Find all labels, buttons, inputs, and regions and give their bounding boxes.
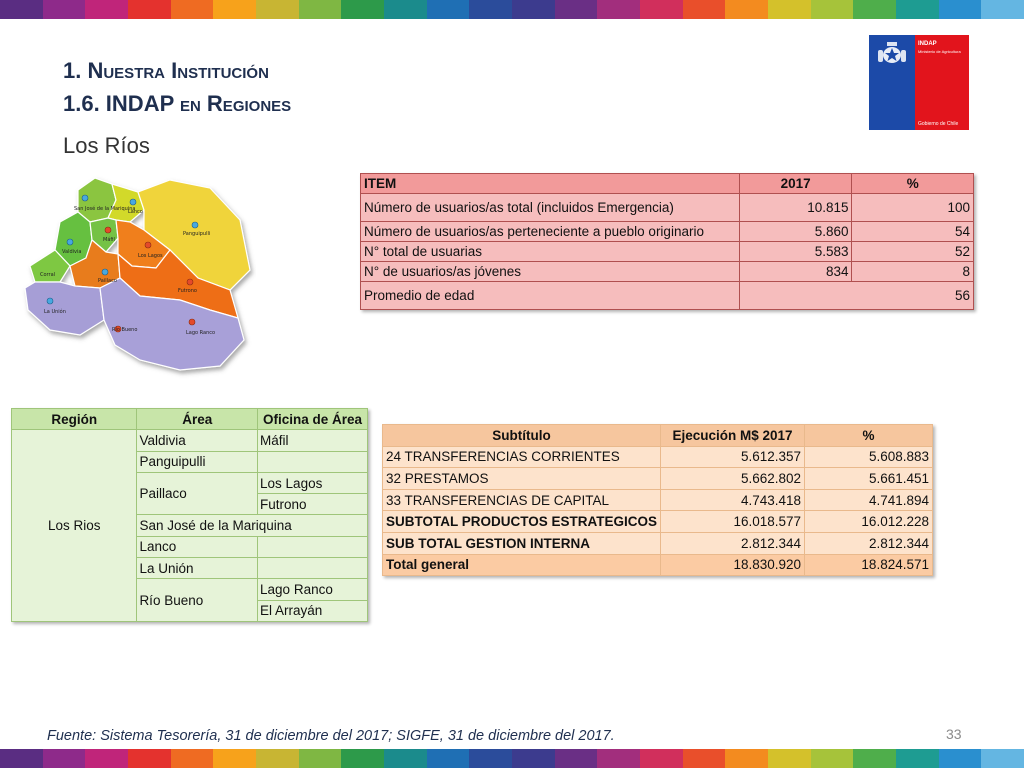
users-row-label: Promedio de edad xyxy=(361,282,740,310)
logo-ministry: Ministerio de Agricultura xyxy=(918,49,961,54)
logo-red-panel xyxy=(915,35,969,130)
users-row-value: 5.860 xyxy=(739,222,852,242)
users-col-year: 2017 xyxy=(739,174,852,194)
budget-row-exec: 2.812.344 xyxy=(661,532,805,554)
budget-row-label: 24 TRANSFERENCIAS CORRIENTES xyxy=(383,446,661,468)
budget-row-label: 33 TRANSFERENCIAS DE CAPITAL xyxy=(383,489,661,511)
table-row xyxy=(383,511,933,533)
slide-title xyxy=(63,56,291,122)
budget-table-header xyxy=(383,425,933,447)
strip-segment xyxy=(171,0,214,19)
offices-area-cell: Valdivia xyxy=(137,430,258,451)
budget-col-exec: Ejecución M$ 2017 xyxy=(661,425,805,447)
indap-logo xyxy=(869,35,969,130)
offices-office-cell: Lago Ranco xyxy=(258,579,368,600)
map-label-la-union: La Unión xyxy=(44,309,66,315)
title-line-1 xyxy=(63,56,291,89)
budget-row-label: SUB TOTAL GESTION INTERNA xyxy=(383,532,661,554)
table-row xyxy=(383,532,933,554)
strip-segment xyxy=(597,749,640,768)
logo-blue-panel xyxy=(869,35,915,130)
users-row-pct: 8 xyxy=(852,262,974,282)
strip-segment xyxy=(427,749,470,768)
offices-office-cell: Futrono xyxy=(258,494,368,515)
strip-segment xyxy=(555,0,598,19)
strip-segment xyxy=(85,749,128,768)
strip-segment xyxy=(469,0,512,19)
strip-segment xyxy=(896,0,939,19)
offices-col-office: Oficina de Área xyxy=(258,409,368,430)
strip-segment xyxy=(299,0,342,19)
title-line-2-text: 1.6. INDAP en Regiones xyxy=(63,91,292,116)
strip-segment xyxy=(0,0,43,19)
chile-crest-icon xyxy=(875,41,909,67)
strip-segment xyxy=(213,0,256,19)
budget-row-pct: 18.824.571 xyxy=(805,554,933,576)
offices-office-cell: Máfil xyxy=(258,430,368,451)
strip-segment xyxy=(725,0,768,19)
strip-segment xyxy=(939,749,982,768)
strip-segment xyxy=(981,0,1024,19)
strip-segment xyxy=(853,749,896,768)
offices-table xyxy=(11,408,368,622)
los-rios-map xyxy=(20,170,256,380)
offices-area-cell: Lanco xyxy=(137,536,258,557)
map-label-mariquina: San José de la Mariquina xyxy=(74,206,136,212)
map-label-paillaco: Paillaco xyxy=(98,278,117,284)
budget-row-exec: 5.662.802 xyxy=(661,468,805,490)
offices-office-cell: Los Lagos xyxy=(258,472,368,493)
offices-area-cell: San José de la Mariquina xyxy=(137,515,368,536)
table-row xyxy=(361,242,974,262)
strip-segment xyxy=(341,0,384,19)
budget-row-exec: 5.612.357 xyxy=(661,446,805,468)
map-label-corral: Corral xyxy=(40,272,56,278)
budget-row-label: 32 PRESTAMOS xyxy=(383,468,661,490)
table-row xyxy=(12,430,368,451)
budget-row-pct: 4.741.894 xyxy=(805,489,933,511)
users-row-value: 10.815 xyxy=(739,194,852,222)
table-row xyxy=(383,489,933,511)
strip-segment xyxy=(896,749,939,768)
offices-table-header xyxy=(12,409,368,430)
users-row-pct: 52 xyxy=(852,242,974,262)
bottom-color-strip xyxy=(0,749,1024,768)
page-number: 33 xyxy=(946,726,962,742)
budget-row-pct: 16.012.228 xyxy=(805,511,933,533)
strip-segment xyxy=(43,749,86,768)
strip-segment xyxy=(981,749,1024,768)
users-row-label: Número de usuarios/as total (incluidos Emergencia) xyxy=(361,194,740,222)
strip-segment xyxy=(85,0,128,19)
users-row-label: N° de usuarios/as jóvenes xyxy=(361,262,740,282)
budget-row-exec: 4.743.418 xyxy=(661,489,805,511)
users-table-header xyxy=(361,174,974,194)
strip-segment xyxy=(512,0,555,19)
strip-segment xyxy=(384,749,427,768)
strip-segment xyxy=(256,0,299,19)
users-row-pct: 54 xyxy=(852,222,974,242)
offices-office-cell-empty xyxy=(258,451,368,472)
strip-segment xyxy=(128,0,171,19)
budget-row-pct: 2.812.344 xyxy=(805,532,933,554)
strip-segment xyxy=(768,0,811,19)
strip-segment xyxy=(853,0,896,19)
strip-segment xyxy=(128,749,171,768)
budget-row-pct: 5.661.451 xyxy=(805,468,933,490)
strip-segment xyxy=(555,749,598,768)
users-row-pct: 100 xyxy=(852,194,974,222)
map-label-futrono: Futrono xyxy=(178,288,197,294)
offices-area-cell: Río Bueno xyxy=(137,579,258,622)
users-col-item: ITEM xyxy=(361,174,740,194)
users-row-value: 5.583 xyxy=(739,242,852,262)
region-name: Los Ríos xyxy=(63,133,150,158)
offices-area-cell: Paillaco xyxy=(137,472,258,515)
table-row xyxy=(383,468,933,490)
table-row xyxy=(383,446,933,468)
budget-row-exec: 16.018.577 xyxy=(661,511,805,533)
budget-row-label: Total general xyxy=(383,554,661,576)
budget-row-exec: 18.830.920 xyxy=(661,554,805,576)
strip-segment xyxy=(725,749,768,768)
strip-segment xyxy=(683,0,726,19)
strip-segment xyxy=(427,0,470,19)
users-row-value: 834 xyxy=(739,262,852,282)
strip-segment xyxy=(341,749,384,768)
offices-office-cell-empty xyxy=(258,536,368,557)
users-col-pct: % xyxy=(852,174,974,194)
strip-segment xyxy=(939,0,982,19)
offices-col-area: Área xyxy=(137,409,258,430)
budget-col-pct: % xyxy=(805,425,933,447)
strip-segment xyxy=(512,749,555,768)
offices-office-cell-empty xyxy=(258,558,368,579)
map-label-rio-bueno: Río Bueno xyxy=(112,327,138,333)
offices-col-region: Región xyxy=(12,409,137,430)
users-table xyxy=(360,173,974,310)
strip-segment xyxy=(640,749,683,768)
logo-org: INDAP xyxy=(918,41,937,47)
table-row xyxy=(361,194,974,222)
offices-region-cell: Los Rios xyxy=(12,430,137,622)
top-color-strip xyxy=(0,0,1024,19)
strip-segment xyxy=(171,749,214,768)
table-row xyxy=(361,262,974,282)
users-row-value: 56 xyxy=(739,282,973,310)
logo-government: Gobierno de Chile xyxy=(918,121,959,127)
strip-segment xyxy=(640,0,683,19)
users-row-label: N° total de usuarias xyxy=(361,242,740,262)
budget-col-subtitle: Subtítulo xyxy=(383,425,661,447)
offices-area-cell: La Unión xyxy=(137,558,258,579)
users-row-label: Número de usuarios/as perteneciente a pueblo originario xyxy=(361,222,740,242)
strip-segment xyxy=(299,749,342,768)
offices-office-cell: El Arrayán xyxy=(258,600,368,621)
source-note: Fuente: Sistema Tesorería, 31 de diciembre del 2017; SIGFE, 31 de diciembre del 2017. xyxy=(47,728,615,744)
strip-segment xyxy=(213,749,256,768)
title-line-1-text: 1. Nuestra Institución xyxy=(63,58,269,83)
strip-segment xyxy=(683,749,726,768)
title-line-2 xyxy=(63,89,291,122)
map-label-lanco: Lanco xyxy=(128,209,143,215)
map-label-panguipulli: Panguipulli xyxy=(183,231,211,237)
budget-row-pct: 5.608.883 xyxy=(805,446,933,468)
map-label-valdivia: Valdivia xyxy=(62,249,82,255)
budget-table xyxy=(382,424,933,576)
offices-area-cell: Panguipulli xyxy=(137,451,258,472)
table-row xyxy=(361,282,974,310)
map-label-mafil: Máfil xyxy=(103,237,115,243)
strip-segment xyxy=(0,749,43,768)
strip-segment xyxy=(256,749,299,768)
budget-row-label: SUBTOTAL PRODUCTOS ESTRATEGICOS xyxy=(383,511,661,533)
strip-segment xyxy=(811,0,854,19)
strip-segment xyxy=(43,0,86,19)
map-label-lago-ranco: Lago Ranco xyxy=(186,330,216,336)
strip-segment xyxy=(384,0,427,19)
strip-segment xyxy=(811,749,854,768)
strip-segment xyxy=(469,749,512,768)
table-row xyxy=(361,222,974,242)
strip-segment xyxy=(768,749,811,768)
table-row xyxy=(383,554,933,576)
map-label-los-lagos: Los Lagos xyxy=(138,253,163,259)
strip-segment xyxy=(597,0,640,19)
